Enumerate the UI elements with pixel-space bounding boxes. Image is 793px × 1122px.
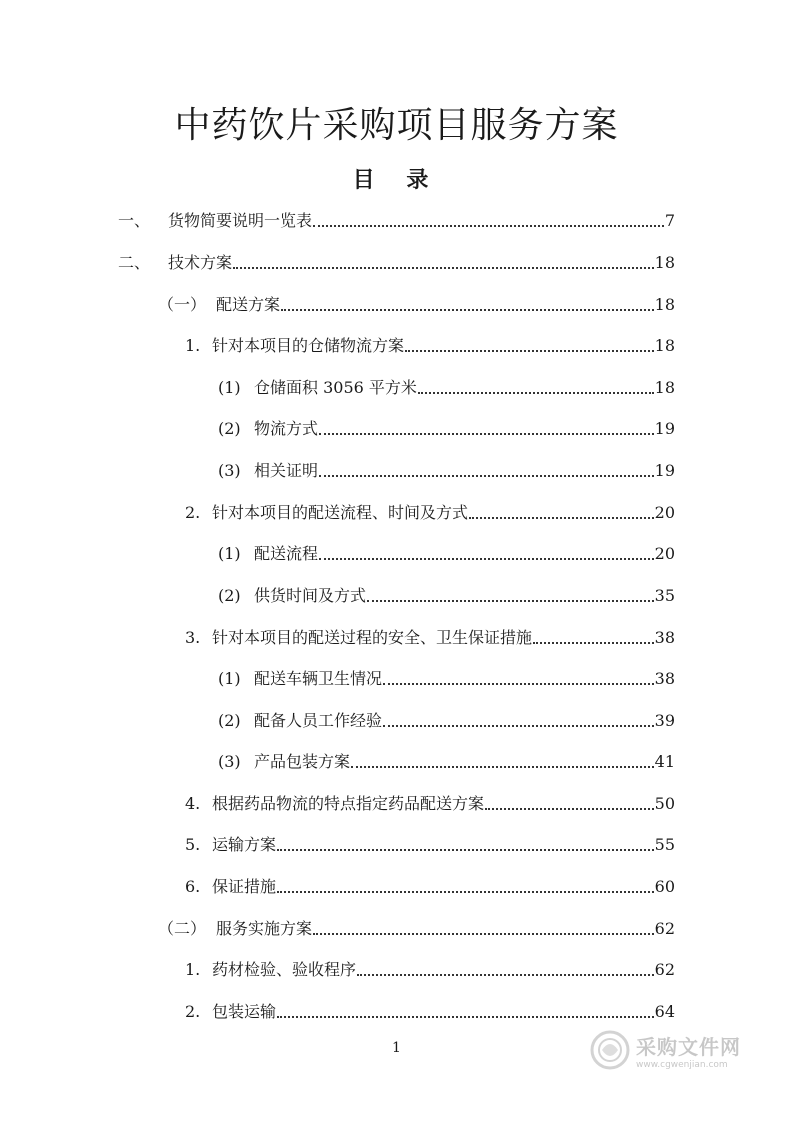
toc-page-number: 55 bbox=[654, 835, 675, 854]
toc-number: (3) bbox=[218, 752, 241, 771]
toc-leader bbox=[533, 642, 654, 644]
toc-label: 保证措施 bbox=[212, 877, 277, 896]
toc-page-number: 19 bbox=[654, 419, 675, 438]
toc-entry[interactable] bbox=[218, 541, 675, 567]
toc-leader bbox=[319, 475, 654, 477]
toc-number: 二、 bbox=[118, 253, 151, 272]
toc-label: 药材检验、验收程序 bbox=[212, 960, 357, 979]
toc-label: 配备人员工作经验 bbox=[254, 711, 383, 730]
toc-number: (2) bbox=[218, 586, 241, 605]
toc-leader bbox=[313, 933, 654, 935]
toc-heading: 目 录 bbox=[352, 167, 441, 193]
toc-number: 一、 bbox=[118, 211, 151, 230]
toc-entry[interactable] bbox=[158, 292, 675, 318]
toc-page-number: 60 bbox=[654, 877, 675, 896]
toc-number: 2. bbox=[185, 503, 201, 522]
toc-entry[interactable] bbox=[185, 832, 675, 858]
toc-label: 运输方案 bbox=[212, 835, 277, 854]
toc-entry[interactable] bbox=[185, 999, 675, 1025]
toc-leader bbox=[233, 267, 654, 269]
toc-leader bbox=[405, 350, 654, 352]
toc-leader bbox=[469, 517, 654, 519]
toc-page-number: 64 bbox=[654, 1002, 675, 1021]
toc-leader bbox=[319, 558, 654, 560]
toc-label: 针对本项目的配送过程的安全、卫生保证措施 bbox=[212, 628, 533, 647]
toc-page-number: 39 bbox=[654, 711, 675, 730]
toc-label: 相关证明 bbox=[254, 461, 319, 480]
toc-label: 针对本项目的仓储物流方案 bbox=[212, 336, 405, 355]
toc-leader bbox=[383, 725, 654, 727]
toc-label: 仓储面积 3056 平方米 bbox=[254, 378, 417, 397]
toc-label: 物流方式 bbox=[254, 419, 319, 438]
toc-page-number: 7 bbox=[664, 211, 675, 230]
watermark-url: www.cgwenjian.com bbox=[636, 1059, 728, 1070]
toc-leader bbox=[367, 600, 654, 602]
toc-leader bbox=[351, 766, 654, 768]
toc-entry[interactable] bbox=[185, 791, 675, 817]
toc-entry[interactable] bbox=[118, 250, 675, 276]
toc-entry[interactable] bbox=[218, 749, 675, 775]
toc-entry[interactable] bbox=[158, 916, 675, 942]
toc-page-number: 50 bbox=[654, 794, 675, 813]
toc-number: (3) bbox=[218, 461, 241, 480]
toc-number: （一） bbox=[158, 295, 207, 314]
toc-leader bbox=[357, 974, 654, 976]
watermark-text: 采购文件网 bbox=[636, 1034, 741, 1059]
toc-entry[interactable] bbox=[185, 957, 675, 983]
toc-label: 供货时间及方式 bbox=[254, 586, 367, 605]
toc-leader bbox=[277, 849, 654, 851]
toc-entry[interactable] bbox=[218, 416, 675, 442]
toc-entry[interactable] bbox=[218, 375, 675, 401]
toc-entry[interactable] bbox=[185, 500, 675, 526]
toc-number: (2) bbox=[218, 711, 241, 730]
toc-page-number: 20 bbox=[654, 503, 675, 522]
toc-page-number: 38 bbox=[654, 628, 675, 647]
toc-number: 1. bbox=[185, 336, 201, 355]
toc-page-number: 41 bbox=[654, 752, 675, 771]
toc-leader bbox=[313, 225, 664, 227]
toc-number: (1) bbox=[218, 378, 241, 397]
toc-number: (1) bbox=[218, 669, 241, 688]
toc-entry[interactable] bbox=[185, 625, 675, 651]
toc-leader bbox=[485, 808, 654, 810]
toc-label: 货物简要说明一览表 bbox=[168, 211, 313, 230]
document-title: 中药饮片采购项目服务方案 bbox=[174, 105, 619, 146]
toc-label: 针对本项目的配送流程、时间及方式 bbox=[212, 503, 469, 522]
toc-label: 根据药品物流的特点指定药品配送方案 bbox=[212, 794, 485, 813]
toc-leader bbox=[281, 309, 654, 311]
toc-number: （二） bbox=[158, 919, 207, 938]
toc-number: 3. bbox=[185, 628, 201, 647]
toc-leader bbox=[383, 683, 654, 685]
toc-entry[interactable] bbox=[218, 666, 675, 692]
toc-label: 配送车辆卫生情况 bbox=[254, 669, 383, 688]
toc-leader bbox=[418, 392, 654, 394]
toc-page-number: 18 bbox=[654, 378, 675, 397]
toc-label: 包装运输 bbox=[212, 1002, 277, 1021]
toc-entry[interactable] bbox=[185, 333, 675, 359]
toc-number: 4. bbox=[185, 794, 201, 813]
toc-entry[interactable] bbox=[218, 708, 675, 734]
toc-page-number: 38 bbox=[654, 669, 675, 688]
toc-label: 技术方案 bbox=[168, 253, 233, 272]
toc-page-number: 35 bbox=[654, 586, 675, 605]
watermark-logo-icon bbox=[590, 1030, 630, 1070]
toc-number: 6. bbox=[185, 877, 201, 896]
toc-label: 产品包装方案 bbox=[254, 752, 351, 771]
toc-entry[interactable] bbox=[185, 874, 675, 900]
toc-leader bbox=[277, 1016, 654, 1018]
toc-leader bbox=[319, 433, 654, 435]
toc-number: 1. bbox=[185, 960, 201, 979]
toc-entry[interactable] bbox=[218, 458, 675, 484]
toc-number: 2. bbox=[185, 1002, 201, 1021]
toc-page-number: 18 bbox=[654, 336, 675, 355]
toc-page-number: 18 bbox=[654, 295, 675, 314]
toc-leader bbox=[277, 891, 654, 893]
toc-page-number: 20 bbox=[654, 544, 675, 563]
toc-number: (2) bbox=[218, 419, 241, 438]
toc-label: 服务实施方案 bbox=[216, 919, 313, 938]
toc-number: (1) bbox=[218, 544, 241, 563]
toc-page-number: 18 bbox=[654, 253, 675, 272]
toc-number: 5. bbox=[185, 835, 201, 854]
toc-page-number: 62 bbox=[654, 960, 675, 979]
watermark bbox=[590, 1025, 770, 1075]
toc-label: 配送流程 bbox=[254, 544, 319, 563]
toc-label: 配送方案 bbox=[216, 295, 281, 314]
toc-page-number: 62 bbox=[654, 919, 675, 938]
toc-entry[interactable] bbox=[218, 583, 675, 609]
toc-page-number: 19 bbox=[654, 461, 675, 480]
toc-entry[interactable] bbox=[118, 208, 675, 234]
page-number: 1 bbox=[392, 1040, 401, 1056]
